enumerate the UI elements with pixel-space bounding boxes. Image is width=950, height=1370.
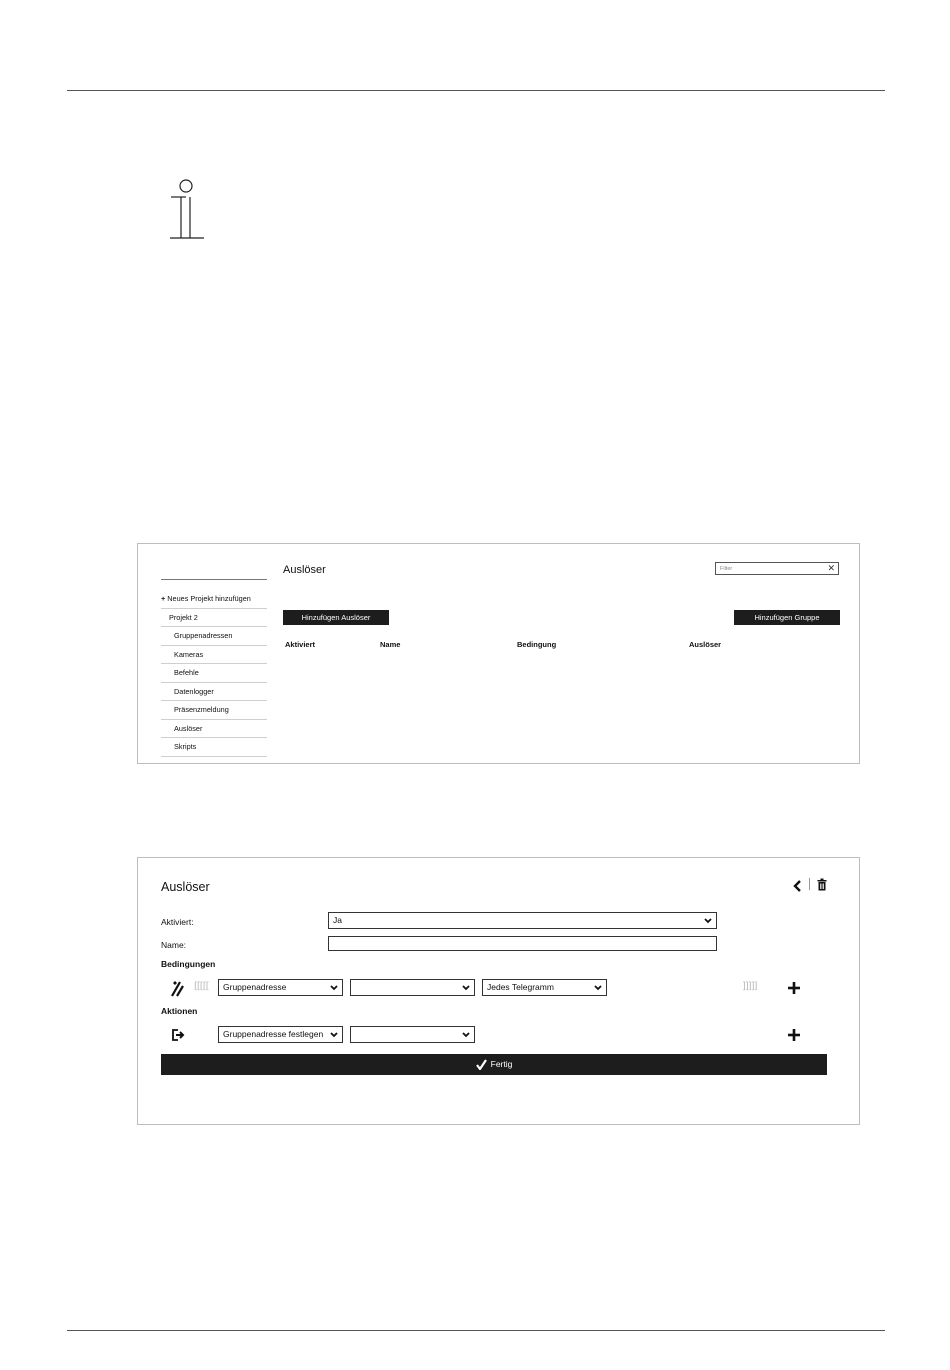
add-condition-plus-icon[interactable]: [788, 982, 800, 994]
actions-heading: Aktionen: [161, 1006, 198, 1016]
filter-input[interactable]: [715, 562, 839, 575]
trigger-edit-screenshot: [137, 857, 860, 1125]
condition-event-select[interactable]: [482, 979, 607, 996]
name-label: Name:: [161, 940, 187, 950]
add-group-button[interactable]: Hinzufügen Gruppe: [734, 610, 840, 625]
close-brackets[interactable]: ]]]]]: [742, 981, 757, 992]
exit-icon: [171, 1028, 185, 1042]
add-trigger-button[interactable]: Hinzufügen Auslöser: [283, 610, 389, 625]
sidebar-item-kameras[interactable]: Kameras: [161, 646, 267, 665]
sidebar-item-ausloeser[interactable]: Auslöser: [161, 720, 267, 739]
action-type-value: Gruppenadresse festlegen: [223, 1029, 324, 1039]
toolbar-divider: [809, 878, 810, 890]
condition-event-value: Jedes Telegramm: [487, 982, 554, 992]
chevron-left-icon[interactable]: [793, 880, 803, 892]
condition-type-select[interactable]: [218, 979, 343, 996]
chevron-down-icon: [330, 980, 338, 995]
trash-icon[interactable]: [817, 878, 827, 891]
sidebar: [161, 579, 267, 757]
column-header-condition[interactable]: Bedingung: [517, 640, 557, 649]
condition-address-select[interactable]: [350, 979, 475, 996]
column-header-activated[interactable]: Aktiviert: [285, 640, 316, 649]
page-footer-rule: [67, 1330, 885, 1331]
column-header-name[interactable]: Name: [380, 640, 401, 649]
page-header-rule: [67, 90, 885, 91]
name-input[interactable]: [328, 936, 717, 951]
column-header-trigger[interactable]: Auslöser: [689, 640, 722, 649]
close-icon[interactable]: ✕: [827, 563, 835, 573]
sidebar-item-gruppenadressen[interactable]: Gruppenadressen: [161, 627, 267, 646]
sidebar-add-project-label: Neues Projekt hinzufügen: [167, 594, 251, 603]
chevron-down-icon: [462, 1027, 470, 1042]
chevron-down-icon: [330, 1027, 338, 1042]
sidebar-item-project[interactable]: Projekt 2: [161, 609, 267, 628]
plus-icon: +: [161, 594, 166, 603]
page-title: Auslöser: [283, 564, 326, 576]
condition-type-value: Gruppenadresse: [223, 982, 287, 992]
done-button[interactable]: [161, 1054, 827, 1075]
sidebar-item-befehle[interactable]: Befehle: [161, 664, 267, 683]
filter-placeholder: Filter: [720, 566, 733, 572]
sidebar-item-datenlogger[interactable]: Datenlogger: [161, 683, 267, 702]
trigger-list-screenshot: [137, 543, 860, 764]
sidebar-item-skripts[interactable]: Skripts: [161, 738, 267, 757]
activated-value: Ja: [333, 915, 342, 925]
activated-select[interactable]: [328, 912, 717, 929]
action-address-select[interactable]: [350, 1026, 475, 1043]
done-label: Fertig: [490, 1059, 513, 1069]
sidebar-add-project[interactable]: [161, 590, 267, 609]
sidebar-item-praesenzmeldung[interactable]: Präsenzmeldung: [161, 701, 267, 720]
info-icon: [165, 176, 209, 242]
condition-icon: [169, 980, 185, 997]
chevron-down-icon: [462, 980, 470, 995]
conditions-heading: Bedingungen: [161, 959, 216, 969]
add-action-plus-icon[interactable]: [788, 1029, 800, 1041]
chevron-down-icon: [704, 913, 712, 928]
action-type-select[interactable]: [218, 1026, 343, 1043]
open-brackets[interactable]: [[[[[: [194, 981, 209, 992]
check-icon: [476, 1059, 487, 1070]
activated-label: Aktiviert:: [161, 917, 194, 927]
editor-title: Auslöser: [161, 880, 210, 894]
chevron-down-icon: [594, 980, 602, 995]
